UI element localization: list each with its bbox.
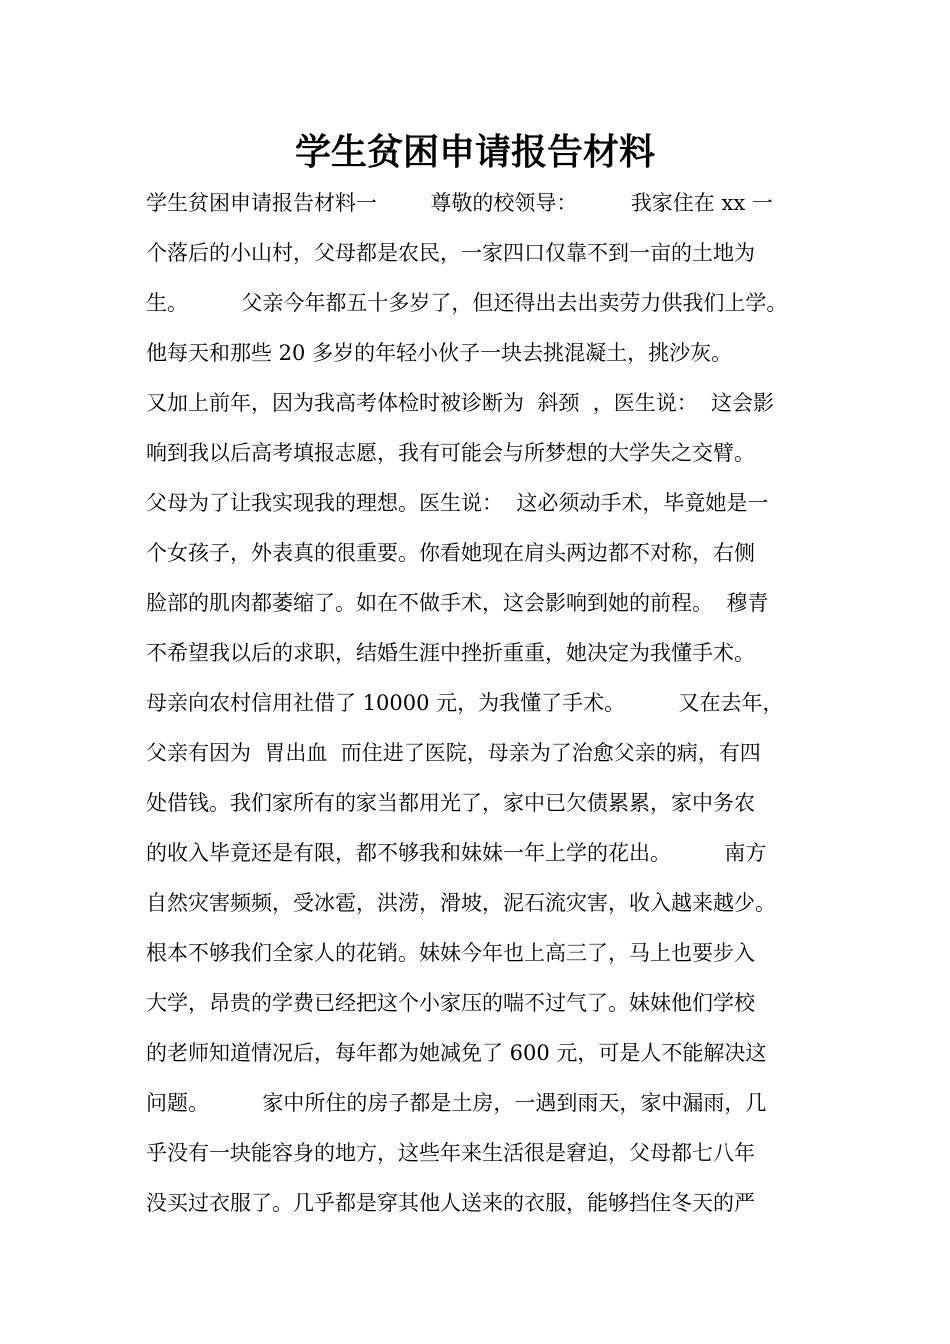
body-line: 父亲有因为 胃出血 而住进了医院，母亲为了治愈父亲的病，有四 (146, 741, 761, 765)
body-line: 母亲向农村信用社借了 10000 元，为我懂了手术。 又在去年， (146, 691, 784, 715)
body-line: 响到我以后高考填报志愿，我有可能会与所梦想的大学失之交臂。 (146, 441, 755, 465)
document-body (146, 178, 836, 1228)
body-line: 大学，昂贵的学费已经把这个小家压的喘不过气了。妹妹他们学校 (146, 991, 755, 1015)
body-line: 不希望我以后的求职，结婚生涯中挫折重重，她决定为我懂手术。 (146, 641, 755, 665)
body-line: 处借钱。我们家所有的家当都用光了，家中已欠债累累，家中务农 (146, 791, 755, 815)
body-line: 自然灾害频频，受冰雹，洪涝，滑坡，泥石流灾害，收入越来越少。 (146, 891, 776, 915)
body-line: 乎没有一块能容身的地方，这些年来生活很是窘迫，父母都七八年 (146, 1141, 755, 1165)
body-line: 个女孩子，外表真的很重要。你看她现在肩头两边都不对称，右侧 (146, 541, 755, 565)
body-line: 又加上前年，因为我高考体检时被诊断为 斜颈 ，医生说： 这会影 (146, 391, 775, 415)
body-line: 的老师知道情况后，每年都为她减免了 600 元，可是人不能解决这 (146, 1041, 767, 1065)
body-line: 学生贫困申请报告材料一 尊敬的校领导： 我家住在 xx 一 (146, 191, 773, 215)
body-line: 个落后的小山村，父母都是农民，一家四口仅靠不到一亩的土地为 (146, 241, 755, 265)
body-line: 脸部的肌肉都萎缩了。如在不做手术，这会影响到她的前程。 穆青 (146, 591, 769, 615)
document-title: 学生贫困申请报告材料 (294, 132, 655, 173)
body-line: 没买过衣服了。几乎都是穿其他人送来的衣服，能够挡住冬天的严 (146, 1191, 755, 1215)
body-line: 他每天和那些 20 多岁的年轻小伙子一块去挑混凝土，挑沙灰。 (146, 341, 733, 365)
body-line: 父母为了让我实现我的理想。医生说： 这必须动手术，毕竟她是一 (146, 491, 769, 515)
body-line: 生。 父亲今年都五十多岁了，但还得出去出卖劳力供我们上学。 (146, 291, 788, 315)
body-line: 的收入毕竟还是有限，都不够我和妹妹一年上学的花出。 南方 (146, 841, 767, 865)
body-line: 根本不够我们全家人的花销。妹妹今年也上高三了，马上也要步入 (146, 941, 755, 965)
body-line: 问题。 家中所住的房子都是土房，一遇到雨天，家中漏雨，几 (146, 1091, 767, 1115)
